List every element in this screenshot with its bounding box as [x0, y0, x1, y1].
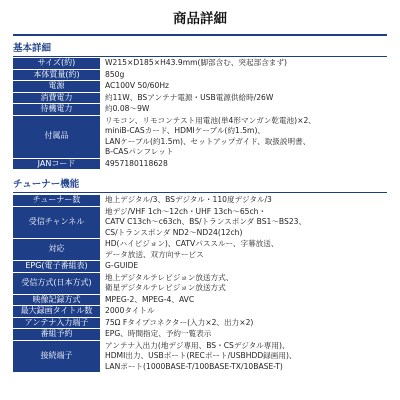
spec-label-text: 映像記録方式	[32, 294, 81, 304]
spec-label	[13, 329, 100, 340]
spec-value	[100, 295, 387, 306]
spec-row	[13, 295, 387, 307]
spec-label	[13, 318, 100, 329]
spec-label-text: アンテナ入力端子	[24, 317, 89, 327]
spec-label	[13, 341, 100, 373]
spec-label-text: EPG(電子番組表)	[25, 261, 88, 270]
title-divider	[13, 34, 387, 36]
spec-row	[13, 239, 387, 261]
spec-value-line: 地デジ/VHF 1ch～12ch・UHF 13ch～65ch・	[105, 206, 267, 216]
basic-section-heading: 基本詳細	[13, 43, 52, 54]
spec-value-line: 4957180118628	[105, 158, 168, 168]
spec-value-line: AC100V 50/60Hz	[105, 81, 170, 90]
spec-label-text: 対応	[48, 244, 65, 254]
spec-value-line: CS/トランスポンダ ND2～ND24(12ch)	[105, 227, 243, 237]
spec-value	[100, 318, 387, 329]
spec-value-line: 2000タイトル	[105, 306, 155, 315]
spec-label-text: 最大録画タイトル数	[20, 306, 93, 315]
spec-value	[100, 81, 387, 92]
spec-value-line: 衛星デジタルテレビジョン放送方式	[105, 283, 226, 292]
spec-value-line: CATV C13ch～c63ch、BS/トランスポンダ BS1～BS23、	[105, 217, 307, 226]
spec-value-line: B-CASパンフレット	[105, 147, 174, 156]
spec-row	[13, 341, 387, 374]
spec-value	[100, 239, 387, 260]
spec-label-text: 付属品	[44, 131, 69, 141]
spec-value	[100, 104, 387, 115]
spec-value-line: 約0.08～9W	[105, 104, 150, 113]
spec-label-text: 電源	[48, 81, 65, 90]
spec-label-text: 消費電力	[40, 92, 73, 102]
spec-label-text: 待機電力	[40, 104, 73, 113]
spec-row	[13, 81, 387, 93]
spec-value	[100, 261, 387, 272]
spec-row	[13, 261, 387, 273]
spec-row	[13, 159, 387, 171]
spec-value	[100, 58, 387, 69]
spec-value	[100, 159, 387, 170]
spec-value-line: 75Ω Fタイプコネクター(入力×2、出力×2)	[105, 317, 254, 327]
spec-value-line: データ放送、双方向サービス	[105, 249, 204, 259]
spec-row	[13, 104, 387, 116]
spec-value	[100, 329, 387, 340]
spec-value-line: アンテナ入出力(地デジ専用、BS・CSデジタル専用)、	[105, 340, 290, 350]
tuner-section-heading: チューナー機能	[13, 179, 80, 190]
basic-section-divider	[13, 56, 387, 57]
spec-row	[13, 195, 387, 207]
spec-value-line: G-GUIDE	[105, 261, 139, 270]
spec-row	[13, 93, 387, 105]
spec-value-line: 約11W、BSアンテナ電源・USB電源供給時/26W	[105, 92, 274, 102]
spec-value	[100, 70, 387, 81]
spec-value-line: 地上デジタルテレビジョン放送方式、	[105, 272, 234, 282]
page-title: 商品詳細	[173, 11, 227, 27]
spec-value	[100, 273, 387, 294]
spec-value-line: MPEG-2、MPEG-4、AVC	[105, 294, 195, 304]
spec-label	[13, 295, 100, 306]
spec-value-line: W215×D185×H43.9mm(脚部含む、突起部含まず)	[105, 58, 287, 67]
spec-value	[100, 207, 387, 239]
spec-row	[13, 306, 387, 318]
spec-row	[13, 329, 387, 341]
basic-spec-table	[13, 58, 387, 170]
spec-label-text: JANコード	[37, 158, 76, 168]
spec-label	[13, 261, 100, 272]
spec-label-text: チューナー数	[32, 195, 81, 204]
spec-label-text: 番組予約	[40, 329, 73, 338]
spec-row	[13, 273, 387, 295]
spec-label-text: 本体質量(約)	[33, 69, 80, 79]
spec-row	[13, 70, 387, 82]
tuner-section-divider	[13, 192, 387, 193]
spec-label	[13, 159, 100, 170]
spec-value-line: 地上デジタル/3、BSデジタル・110度デジタル/3	[105, 195, 272, 204]
spec-label	[13, 207, 100, 239]
spec-value-line: HDMI出力、USBポート(RECポート/USBHDD録画用)、	[105, 351, 297, 360]
spec-value-line: LANポート(1000BASE-T/100BASE-TX/10BASE-T)	[105, 361, 283, 371]
spec-row	[13, 116, 387, 159]
spec-label	[13, 239, 100, 260]
spec-value	[100, 195, 387, 206]
spec-value	[100, 306, 387, 317]
spec-row	[13, 207, 387, 240]
tuner-spec-table	[13, 195, 387, 373]
spec-label-text: 接続端子	[40, 351, 73, 360]
spec-value-line: EPG、時間指定、予約一覧表示	[105, 329, 212, 338]
spec-label	[13, 306, 100, 317]
spec-label	[13, 195, 100, 206]
spec-label	[13, 104, 100, 115]
spec-label	[13, 81, 100, 92]
spec-value	[100, 93, 387, 104]
spec-label	[13, 93, 100, 104]
spec-value-line: 850g	[105, 69, 125, 79]
spec-label-text: 受信方式(日本方式)	[21, 277, 92, 287]
spec-row	[13, 318, 387, 330]
spec-value	[100, 341, 387, 373]
spec-row	[13, 58, 387, 70]
spec-value-line: miniB-CASカード、HDMIケーブル(約1.5m)、	[105, 126, 266, 135]
spec-label	[13, 70, 100, 81]
spec-label	[13, 58, 100, 69]
spec-label-text: サイズ(約)	[37, 58, 76, 67]
spec-value-line: LANケーブル(約1.5m)、セットアップガイド、取扱説明書、	[105, 136, 311, 146]
spec-value-line: リモコン、リモコンテスト用電池(単4形マンガン乾電池)×2、	[105, 115, 316, 125]
spec-label	[13, 273, 100, 294]
spec-label-text: 受信チャンネル	[28, 217, 85, 226]
spec-label	[13, 116, 100, 158]
spec-value	[100, 116, 387, 158]
spec-value-line: HD(ハイビジョン)、CATVパススルー、字幕放送、	[105, 239, 279, 248]
